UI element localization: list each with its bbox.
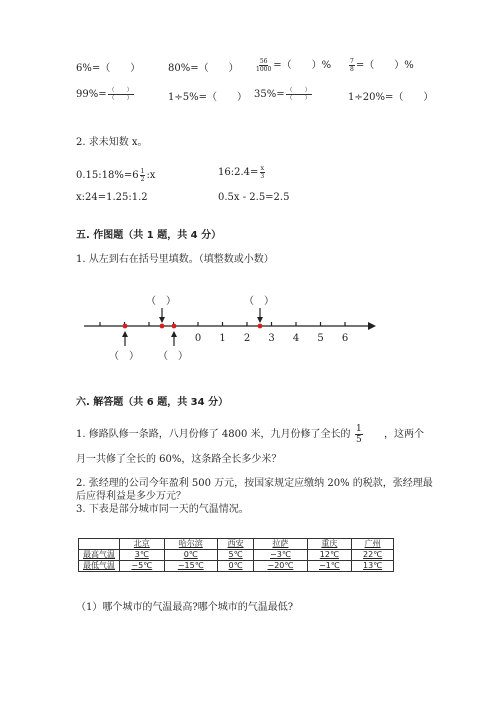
table-row (79, 561, 394, 572)
table-header-row (79, 539, 394, 550)
section5-title: 五. 作图题（共 1 题，共 4 分） (76, 230, 222, 241)
point-d (258, 324, 263, 329)
fraction-denominator: 8 (350, 66, 354, 73)
fraction-numerator: 7 (350, 58, 354, 65)
table-cell: −5℃ (120, 561, 165, 572)
number-line-arrow (368, 322, 376, 330)
table-corner (79, 539, 120, 550)
answer-paren-d: （ ） (244, 296, 274, 307)
table-cell: 3℃ (120, 550, 165, 561)
q1-item-2: 80%=（ ） (168, 63, 239, 74)
fraction-denominator: 1000 (256, 66, 272, 73)
number-line-tick-label: 4 (292, 333, 300, 344)
fraction-numerator: 1 (140, 168, 145, 175)
table-cell: −15℃ (164, 561, 217, 572)
fraction-denominator: （ ） (286, 95, 311, 102)
q1-item-1: 6%=（ ） (76, 63, 141, 74)
s6-q1-line2: 月一共修了全长的 60%，这条路全长多少米？ (76, 454, 282, 465)
table-row-label: 最高气温 (79, 550, 120, 561)
s6-q1-line1 (76, 428, 351, 441)
q2-item-d: 0.5x - 2.5=2.5 (218, 192, 290, 203)
arrow-up-c-head (171, 331, 177, 337)
arrow-up-a-head (122, 331, 128, 337)
q1-item-8: 1÷20%=（ ） (348, 92, 434, 103)
q1-item-4-rest: =（ ）% (355, 60, 414, 71)
arrow-down-b-head (159, 317, 165, 323)
fraction-denominator: （ ） (108, 95, 133, 102)
table-row (79, 550, 394, 561)
number-line-tick-label: 1 (219, 333, 226, 344)
q2-title: 2. 求未知数 x。 (76, 137, 148, 148)
number-line-tick-labels (195, 333, 348, 344)
s6-q3: 3. 下表是部分城市同一天的气温情况。 (76, 504, 249, 515)
arrow-down-d-head (257, 317, 263, 323)
q1-item-4 (348, 58, 414, 73)
q1-item-5 (76, 87, 135, 102)
fraction-numerator: 56 (259, 58, 268, 65)
table-header-cell: 西安 (217, 539, 253, 550)
q1-item-5-left: 99%= (76, 89, 107, 100)
q2-item-b (218, 165, 266, 180)
table-cell: −20℃ (254, 561, 307, 572)
s6-q1-tail: ，这两个 (384, 429, 424, 440)
table-cell: 0℃ (217, 561, 253, 572)
answer-paren-a: （ ） (109, 351, 139, 362)
number-line-tick-label: 0 (194, 333, 202, 344)
table-cell: 5℃ (217, 550, 253, 561)
table-cell: −1℃ (307, 561, 352, 572)
fraction-numerator: （ ） (108, 87, 133, 94)
point-a (123, 324, 128, 329)
s6-q2-line2: 后应得利益是多少万元？ (76, 491, 186, 502)
q1-item-3-rest: =（ ）% (273, 60, 332, 71)
q2-item-b-left: 16:2.4= (218, 167, 259, 178)
q1-item-6: 1÷5%=（ ） (168, 92, 247, 103)
number-line-tick-label: 6 (341, 333, 349, 344)
fraction-numerator: 1 (356, 424, 362, 434)
table-cell: −3℃ (254, 550, 307, 561)
table-cell: 0℃ (164, 550, 217, 561)
table-row-label: 最低气温 (79, 561, 120, 572)
s6-q1-fraction (354, 424, 364, 445)
table-cell: 13℃ (352, 561, 394, 572)
q1-item-7-left: 35%= (254, 89, 285, 100)
fraction-denominator: 5 (356, 435, 362, 445)
fraction-denominator: 2 (140, 176, 145, 183)
number-line-tick-label: 5 (317, 333, 324, 344)
table-cell: 12℃ (307, 550, 352, 561)
fraction-denominator: 3 (260, 173, 265, 180)
s6-q2-line1: 2. 张经理的公司今年盈利 500 万元，按国家规定应缴纳 20% 的税款，张经理最 (76, 478, 433, 489)
answer-paren-c: （ ） (158, 351, 188, 362)
point-c (172, 324, 177, 329)
point-b (160, 324, 165, 329)
section6-title: 六. 解答题（共 6 题，共 34 分） (76, 397, 229, 408)
fraction-numerator: （ ） (286, 87, 311, 94)
temperature-table (78, 538, 394, 572)
table-header-cell: 北京 (120, 539, 165, 550)
fraction-numerator: x (260, 165, 264, 172)
table-header-cell: 哈尔滨 (164, 539, 217, 550)
q1-item-3 (254, 58, 331, 73)
answer-paren-b: （ ） (146, 296, 176, 307)
q2-item-c: x:24=1.25:1.2 (76, 192, 148, 203)
q2-item-a-left: 0.15:18%=6 (76, 170, 139, 181)
s6-sub1: （1）哪个城市的气温最高?哪个城市的气温最低? (76, 602, 294, 613)
table-cell: 22℃ (352, 550, 394, 561)
table-header-cell: 拉萨 (254, 539, 307, 550)
number-line-tick-label: 2 (243, 333, 251, 344)
number-line-tick-label: 3 (268, 333, 275, 344)
section5-q1: 1. 从左到右在括号里填数。（填整数或小数） (76, 254, 274, 265)
q2-item-a-right: :x (146, 170, 156, 181)
table-header-cell: 重庆 (307, 539, 352, 550)
s6-q1-text: 1. 修路队修一条路，八月份修了 4800 米，九月份修了全长的 (76, 429, 351, 440)
table-header-cell: 广州 (352, 539, 394, 550)
q1-item-7 (254, 87, 313, 102)
q2-item-a (76, 168, 155, 183)
